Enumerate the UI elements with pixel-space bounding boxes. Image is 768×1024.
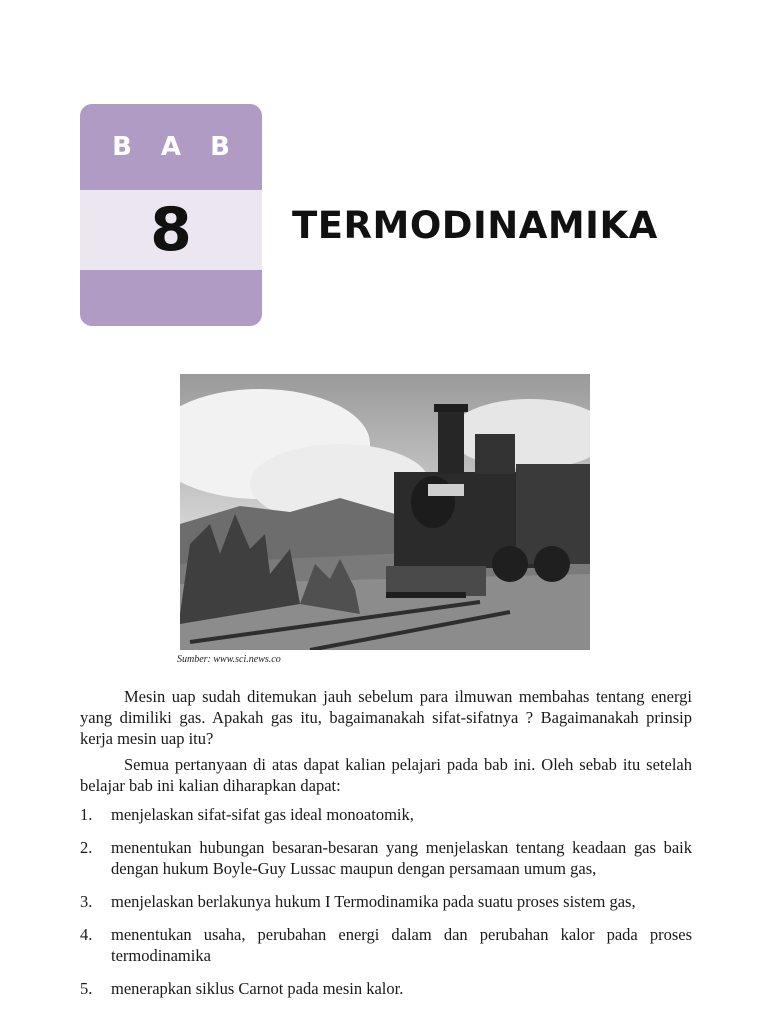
chapter-number: 8 xyxy=(80,190,262,270)
list-item xyxy=(80,891,692,912)
list-item-text: menerapkan siklus Carnot pada mesin kalor. xyxy=(111,979,404,998)
list-item-number: 2. xyxy=(80,838,93,857)
intro-paragraph: Semua pertanyaan di atas dapat kalian pelajari pada bab ini. Oleh sebab itu setelah belajar bab ini kalian diharapkan dapat: xyxy=(80,755,692,795)
chapter-label: B A B xyxy=(112,132,240,162)
figure-caption: Sumber: www.sci.news.co xyxy=(177,654,281,665)
list-item-text: menjelaskan berlakunya hukum I Termodinamika pada suatu proses sistem gas, xyxy=(111,892,636,911)
list-item-text: menentukan hubungan besaran-besaran yang menjelaskan tentang keadaan gas baik dengan hukum Boyle-Guy Lussac maupun dengan persamaan umum gas, xyxy=(111,838,692,878)
list-item-number: 4. xyxy=(80,925,93,944)
chapter-badge xyxy=(80,104,262,326)
list-item xyxy=(80,978,692,999)
list-item-number: 1. xyxy=(80,805,93,824)
list-item-number: 5. xyxy=(80,979,93,998)
list-item xyxy=(80,804,692,825)
locomotive-photo xyxy=(180,374,590,650)
chapter-intro xyxy=(80,686,692,1011)
list-item-number: 3. xyxy=(80,892,93,911)
list-item xyxy=(80,837,692,879)
list-item-text: menentukan usaha, perubahan energi dalam dan perubahan kalor pada proses termodinamika xyxy=(111,925,692,965)
list-item-text: menjelaskan sifat-sifat gas ideal monoatomik, xyxy=(111,805,414,824)
list-item xyxy=(80,924,692,966)
objectives-list xyxy=(80,804,692,999)
intro-paragraph: Mesin uap sudah ditemukan jauh sebelum para ilmuwan membahas tentang energi yang dimiliki gas. Apakah gas itu, bagaimanakah sifat-sifatnya ? Bagaimanakah prinsip kerja mesin uap itu? xyxy=(80,687,692,748)
chapter-title: TERMODINAMIKA xyxy=(292,204,658,247)
